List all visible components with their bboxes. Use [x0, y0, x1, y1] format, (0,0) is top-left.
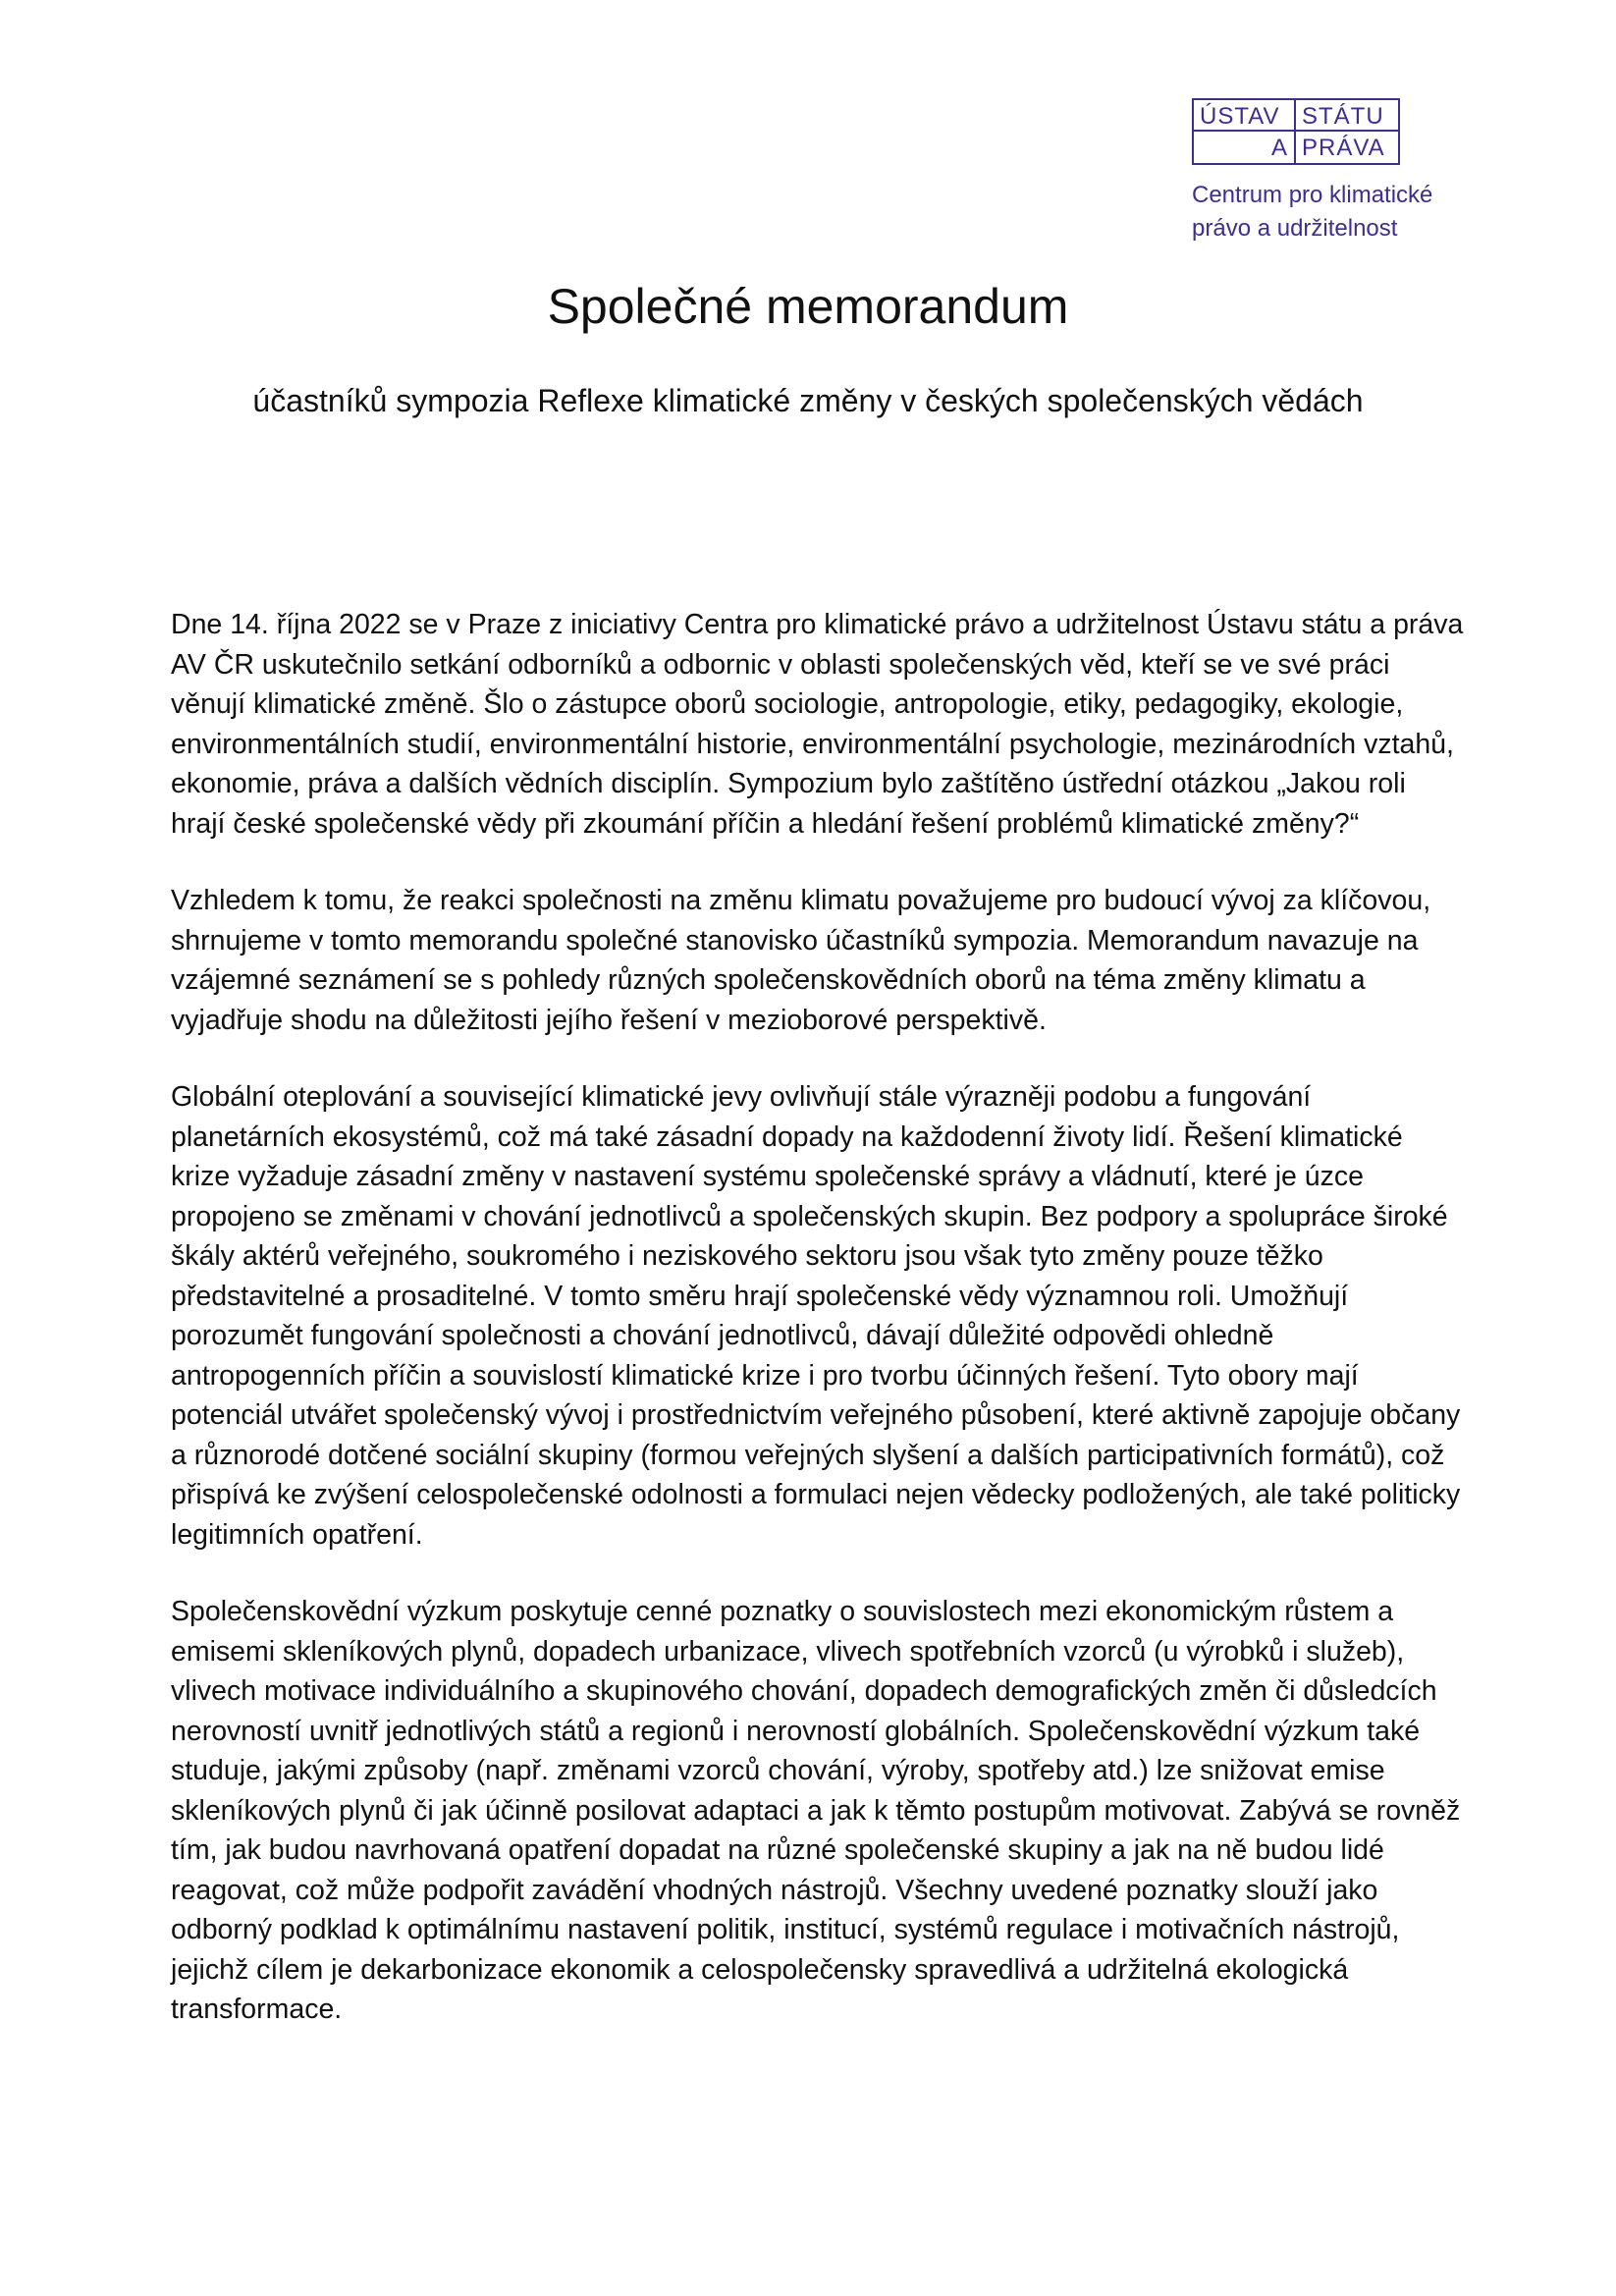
paragraph-4: Společenskovědní výzkum poskytuje cenné poznatky o souvislostech mezi ekonomickým růstem a emisemi skleníkových plynů, dopadech urbanizace, vlivech spotřebních vzorců (u výrobků i služeb), vlivech motivace individuálního a skupinového chování, dopadech demografických změn či důsledcích nerovností uvnitř jednotlivých států a regionů i nerovností globálních. Společenskovědní výzkum také studuje, jakými způsoby (např. změnami vzorců chování, výroby, spotřeby atd.) lze snižovat emise skleníkových plynů či jak účinně posilovat adaptaci a jak k těmto postupům motivovat. Zabývá se rovněž tím, jak budou navrhovaná opatření dopadat na různé společenské skupiny a jak na ně budou lidé reagovat, což může podpořit zavádění vhodných nástrojů. Všechny uvedené poznatky slouží jako odborný podklad k optimálnímu nastavení politik, institucí, systémů regulace i motivačních nástrojů, jejichž cílem je dekarbonizace ekonomik a celospolečensky spravedlivá a udržitelná ekologická transformace. [171, 1596, 1461, 2025]
logo-grid [1192, 98, 1400, 165]
paragraph-3: Globální oteplování a související klimatické jevy ovlivňují stále výrazněji podobu a fungování planetárních ekosystémů, což má také zásadní dopady na každodenní životy lidí. Řešení klimatické krize vyžaduje zásadní změny v nastavení systému společenské správy a vládnutí, které je úzce propojeno se změnami v chování jednotlivců a společenských skupin. Bez podpory a spolupráce široké škály aktérů veřejného, soukromého i neziskového sektoru jsou však tyto změny pouze těžko představitelné a prosaditelné. V tomto směru hrají společenské vědy významnou roli. Umožňují porozumět fungování společnosti a chování jednotlivců, dávají důležité odpovědi ohledně antropogenních příčin a souvislostí klimatické krize i pro tvorbu účinných řešení. Tyto obory mají potenciál utvářet společenský vývoj i prostřednictvím veřejného působení, které aktivně zapojuje občany a různorodé dotčené sociální skupiny (formou veřejných slyšení a dalších participativních formátů), což přispívá ke zvýšení celospolečenské odolnosti a formulaci nejen vědecky podložených, ale také politicky legitimních opatření. [171, 1081, 1461, 1551]
document-title: Společné memorandum [547, 279, 1069, 334]
logo-word-a: A [1192, 132, 1296, 165]
logo-subtitle-line-2: právo a udržitelnost [1192, 215, 1398, 242]
document-body [171, 605, 1467, 2067]
paragraph-1: Dne 14. října 2022 se v Praze z iniciativy Centra pro klimatické právo a udržitelnost Ústavu státu a práva AV ČR uskutečnilo setkání odborníků a odbornic v oblasti společenských věd, kteří se ve své práci věnují klimatické změně. Šlo o zástupce oborů sociologie, antropologie, etiky, pedagogiky, ekologie, environmentálních studií, environmentální historie, environmentální psychologie, mezinárodních vztahů, ekonomie, práva a dalších vědních disciplín. Sympozium bylo zaštítěno ústřední otázkou „Jakou roli hrají české společenské vědy při zkoumání příčin a hledání řešení problémů klimatické změny?“ [171, 609, 1464, 840]
document-subtitle: účastníků sympozia Reflexe klimatické změny v českých společenských vědách [252, 383, 1364, 418]
logo-word-ustav: ÚSTAV [1192, 98, 1296, 132]
logo-subtitle-line-1: Centrum pro klimatické [1192, 182, 1433, 208]
paragraph-2: Vzhledem k tomu, že reakci společnosti na změnu klimatu považujeme pro budoucí vývoj za klíčovou, shrnujeme v tomto memorandu společné stanovisko účastníků sympozia. Memorandum navazuje na vzájemné seznámení se s pohledy různých společenskovědních oborů na téma změny klimatu a vyjadřuje shodu na důležitosti jejího řešení v mezioborové perspektivě. [171, 885, 1431, 1036]
logo-word-prava: PRÁVA [1296, 132, 1400, 165]
institute-logo [1192, 98, 1457, 246]
logo-word-statu: STÁTU [1296, 98, 1400, 132]
logo-subtitle [1192, 179, 1457, 246]
